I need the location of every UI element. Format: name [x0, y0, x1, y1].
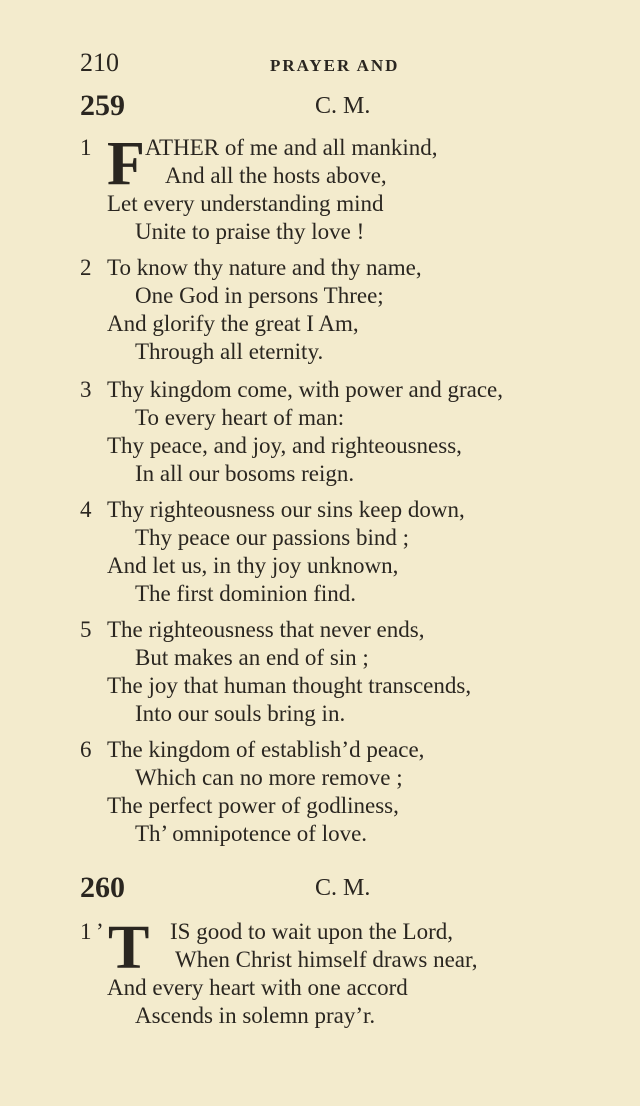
verse-line: The first dominion find. — [135, 581, 357, 606]
verse-number: 3 — [80, 377, 92, 402]
verse-line: Thy peace our passions bind ; — [135, 525, 410, 550]
verse-line: And let us, in thy joy unknown, — [107, 553, 399, 578]
verse-line: But makes an end of sin ; — [135, 645, 369, 670]
verse-number: 1 — [80, 135, 92, 160]
verse-number: 5 — [80, 617, 92, 642]
hymn-meter: C. M. — [315, 93, 371, 119]
hymn-number: 259 — [80, 89, 125, 122]
verse-line: Thy kingdom come, with power and grace, — [107, 377, 503, 402]
hymn-header — [0, 88, 640, 124]
verse-number: 1 — [80, 919, 92, 944]
verse-line: And all the hosts above, — [165, 163, 387, 188]
running-head: PRAYER AND — [270, 56, 400, 75]
drop-cap: F — [107, 130, 145, 198]
hymn-header — [0, 870, 640, 906]
elision-apostrophe: ’ — [96, 919, 104, 944]
hymn-number: 260 — [80, 871, 125, 904]
verse-line: To every heart of man: — [135, 405, 345, 430]
verse-number: 6 — [80, 737, 92, 762]
verse-line: ATHER of me and all mankind, — [145, 135, 438, 160]
drop-cap: T — [108, 914, 150, 982]
verse-line: To know thy nature and thy name, — [107, 255, 422, 280]
verse-line: Thy peace, and joy, and righteousness, — [107, 433, 462, 458]
verse-number: 2 — [80, 255, 92, 280]
verse-line: Let every understanding mind — [107, 191, 384, 216]
verse-line: Into our souls bring in. — [135, 701, 346, 726]
verse-line: In all our bosoms reign. — [135, 461, 355, 486]
verse-line: When Christ himself draws near, — [175, 947, 478, 972]
verse-line: Which can no more remove ; — [135, 765, 403, 790]
verse-line: Th’ omnipotence of love. — [135, 821, 368, 846]
verse-line: Ascends in solemn pray’r. — [135, 1003, 376, 1028]
page-number: 210 — [80, 48, 119, 77]
verse-line: Thy righteousness our sins keep down, — [107, 497, 465, 522]
verse-line: The kingdom of establish’d peace, — [107, 737, 425, 762]
verse-line: Unite to praise thy love ! — [135, 219, 365, 244]
hymn-meter: C. M. — [315, 875, 371, 901]
verse-line: IS good to wait upon the Lord, — [170, 919, 453, 944]
verse-line: One God in persons Three; — [135, 283, 384, 308]
verse-number: 4 — [80, 497, 92, 522]
verse-line: The perfect power of godliness, — [107, 793, 399, 818]
verse-line: Through all eternity. — [135, 339, 324, 364]
verse-line: And glorify the great I Am, — [107, 311, 359, 336]
verse-line: The joy that human thought transcends, — [107, 673, 472, 698]
verse-line: And every heart with one accord — [107, 975, 408, 1000]
verse-line: The righteousness that never ends, — [107, 617, 425, 642]
